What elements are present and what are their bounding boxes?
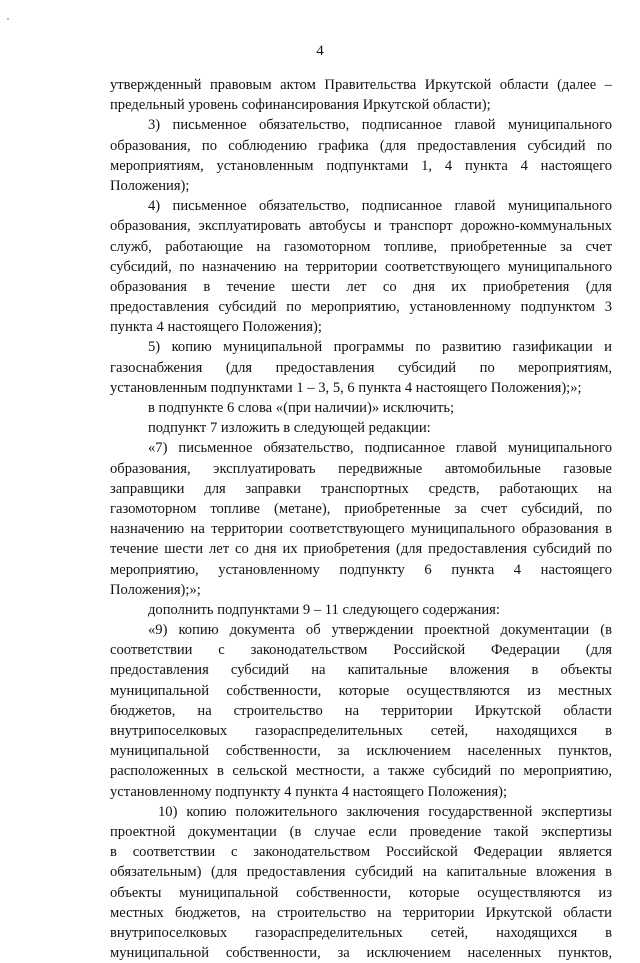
text-line: назначению на территории соответствующего муниципального образования в	[110, 521, 612, 538]
text-line: муниципальной собственности, за исключением населенных пунктов,	[110, 945, 612, 962]
text-line: мероприятиям, установленным подпунктами 1, 4 пункта 4 настоящего	[110, 157, 612, 174]
text-line: «9) копию документа об утверждении проектной документации (в	[148, 622, 612, 639]
text-line: Положения);»;	[110, 581, 201, 598]
text-line: 10) копию положительного заключения государственной экспертизы	[158, 803, 612, 820]
text-line: подпункт 7 изложить в следующей редакции:	[148, 420, 431, 437]
text-line: образования, эксплуатировать автобусы и транспорт дорожно-коммунальных	[110, 218, 612, 235]
text-line: субсидий, по назначению на территории соответствующего муниципального	[110, 258, 612, 275]
text-line: установленным подпунктами 1 – 3, 5, 6 пункта 4 настоящего Положения);»;	[110, 379, 582, 396]
text-line: образования, по соблюдению графика (для предоставления субсидий по	[110, 137, 612, 154]
text-line: внутрипоселковых газораспределительных сетей, находящихся в	[110, 723, 612, 739]
text-line: проектной документации (в случае если проведение такой экспертизы	[110, 823, 612, 840]
text-line: газомоторном топливе (метане), приобретенные за счет субсидий, по	[110, 500, 612, 517]
text-line: заправщики для заправки транспортных средств, работающих на	[110, 480, 612, 497]
page-number: 4	[316, 43, 324, 59]
text-line: 4) письменное обязательство, подписанное главой муниципального	[148, 198, 612, 215]
text-line: муниципальной собственности, которые осуществляются из местных	[110, 682, 612, 699]
text-line: муниципальной собственности, за исключением населенных пунктов,	[110, 743, 612, 760]
text-line: пункта 4 настоящего Положения);	[110, 319, 322, 336]
text-line: бюджетов, на строительство на территории Иркутской области	[110, 702, 612, 719]
scan-speck	[7, 18, 9, 20]
text-line: «7) письменное обязательство, подписанное главой муниципального	[148, 440, 612, 457]
text-line: 5) копию муниципальной программы по развитию газификации и	[148, 339, 612, 356]
text-line: в соответствии с законодательством Российской Федерации является	[110, 844, 612, 861]
text-line: установленному подпункту 4 пункта 4 настоящего Положения);	[110, 783, 508, 800]
text-line: в подпункте 6 слова «(при наличии)» исключить;	[148, 400, 455, 416]
text-line: предоставления субсидий по мероприятию, установленному подпунктом 3	[110, 299, 612, 316]
text-line: предоставления субсидий на капитальные вложения в объекты	[110, 662, 612, 679]
text-line: мероприятию, установленному подпункту 6 пункта 4 настоящего	[110, 561, 612, 578]
text-line: предельный уровень софинансирования Иркутской области);	[110, 97, 491, 114]
text-line: 3) письменное обязательство, подписанное главой муниципального	[148, 117, 612, 134]
text-line: местных бюджетов, на строительство на территории Иркутской области	[110, 904, 612, 921]
text-line: утвержденный правовым актом Правительства Иркутской области (далее –	[110, 77, 612, 93]
text-line: течение шести лет со дня их приобретения (для предоставления субсидий по	[110, 541, 612, 558]
text-line: образования, эксплуатировать передвижные автомобильные газовые	[110, 460, 612, 477]
text-line: обязательным) (для предоставления субсидий на капитальные вложения в	[110, 864, 612, 881]
text-line: объекты муниципальной собственности, которые осуществляются из	[110, 884, 612, 901]
text-line: Положения);	[110, 177, 190, 194]
text-line: соответствии с законодательством Российской Федерации (для	[110, 642, 612, 659]
text-line: внутрипоселковых газораспределительных сетей, находящихся в	[110, 924, 612, 941]
text-line: служб, работающие на газомоторном топливе, приобретенные за счет	[110, 238, 612, 255]
document-body	[110, 75, 612, 963]
text-line: газоснабжения (для предоставления субсидий по мероприятиям,	[110, 359, 612, 376]
text-line: образования в течение шести лет со дня их приобретения (для	[110, 278, 612, 295]
text-line: дополнить подпунктами 9 – 11 следующего содержания:	[148, 601, 500, 618]
text-line: расположенных в сельской местности, а также субсидий по мероприятию,	[110, 763, 612, 780]
